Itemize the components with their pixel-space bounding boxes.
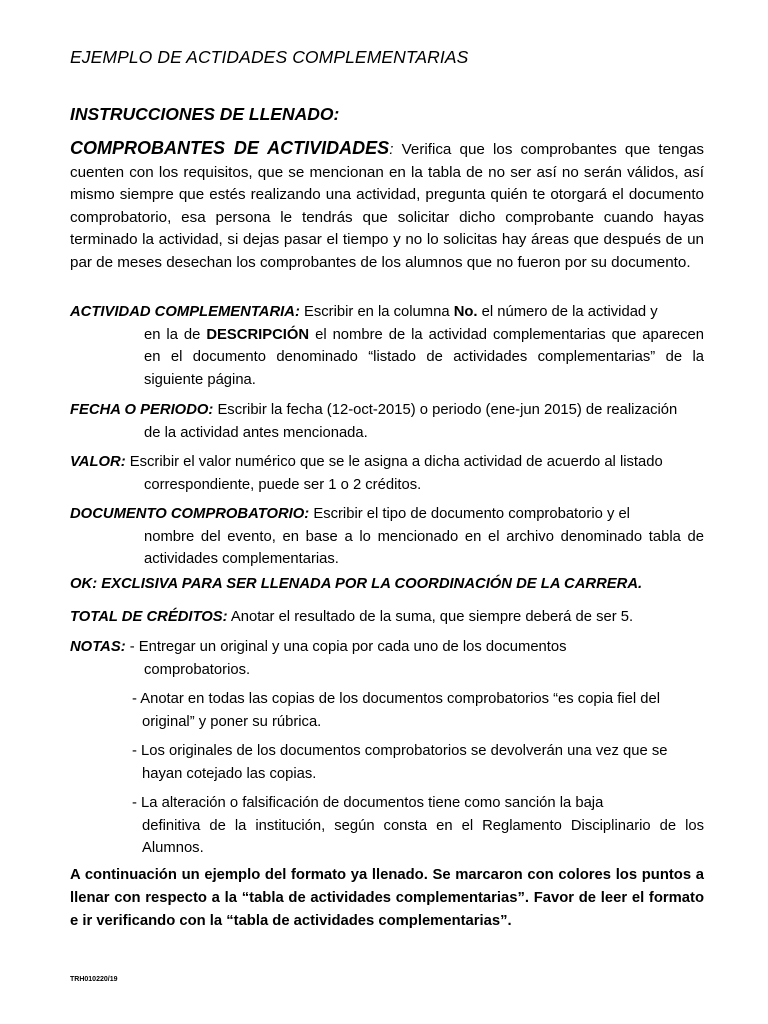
actividad-rest — [70, 324, 704, 392]
actividad-rest-a: en la de — [144, 326, 207, 343]
notas-label: NOTAS: — [70, 639, 126, 655]
fecha-rest: de la actividad antes mencionada. — [144, 424, 368, 441]
nota-item-rest: original” y poner su rúbrica. — [142, 713, 322, 730]
total-text: Anotar el resultado de la suma, que siempre deberá de ser 5. — [227, 609, 634, 625]
ok-line: OK: EXCLISIVA PARA SER LLENADA POR LA COORDINACIÓN DE LA CARRERA. — [70, 576, 643, 592]
comprobantes-label: COMPROBANTES DE ACTIVIDADES — [70, 138, 390, 158]
notas-first-line — [70, 636, 704, 659]
nota-item-first: - La alteración o falsificación de documentos tiene como sanción la baja — [132, 795, 604, 811]
valor-rest: correspondiente, puede ser 1 o 2 créditos. — [144, 476, 422, 493]
comprobantes-paragraph — [70, 137, 704, 274]
nota-item-rest: hayan cotejado las copias. — [142, 765, 317, 782]
nota-item-rest: definitiva de la institución, según consta en el Reglamento Disciplinario de los Alumnos. — [142, 817, 704, 856]
documento-rest: nombre del evento, en base a lo mencionado en el archivo denominado tabla de actividades complementarias. — [144, 528, 704, 567]
footer-code: TRH010220/19 — [70, 976, 118, 983]
valor-entry — [70, 451, 704, 496]
valor-first-line — [70, 451, 704, 474]
total-label: TOTAL DE CRÉDITOS: — [70, 609, 228, 625]
notas-rest: comprobatorios. — [144, 661, 251, 678]
instructions-heading: INSTRUCCIONES DE LLENADO: — [70, 104, 340, 124]
actividad-entry — [70, 301, 704, 391]
total-entry — [70, 606, 704, 629]
valor-line1: Escribir el valor numérico que se le asigna a dicha actividad de acuerdo al listado — [125, 454, 663, 470]
comprobantes-colon: : — [389, 141, 394, 158]
fecha-label: FECHA O PERIODO: — [70, 402, 214, 418]
documento-label: DOCUMENTO COMPROBATORIO: — [70, 506, 310, 522]
actividad-label: ACTIVIDAD COMPLEMENTARIA: — [70, 304, 300, 320]
documento-line1: Escribir el tipo de documento comprobatorio y el — [309, 506, 630, 522]
documento-first-line — [70, 503, 704, 526]
fecha-first-line — [70, 399, 704, 422]
actividad-rest-b: el nombre de la actividad complementarias que aparecen en el documento denominado “listado de actividades complementarias” de la siguiente página. — [144, 326, 704, 388]
actividad-no: No. — [453, 304, 478, 320]
conclusion-paragraph: A continuación un ejemplo del formato ya llenado. Se marcaron con colores los puntos a llenar con respecto a la “tabla de actividades complementarias”. Favor de leer el formato e ir verificando con la “tabla de actividades complementarias”. — [70, 867, 704, 929]
nota-item — [132, 688, 704, 733]
fecha-line1: Escribir la fecha (12-oct-2015) o periodo (ene-jun 2015) de realización — [213, 402, 678, 418]
actividad-line1-b: el número de la actividad y — [477, 304, 658, 320]
notas-entry — [70, 636, 704, 681]
notas-line1: - Entregar un original y una copia por cada uno de los documentos — [125, 639, 567, 655]
total-line — [70, 606, 704, 629]
nota-item — [132, 792, 704, 860]
documento-entry — [70, 503, 704, 571]
actividad-first-line — [70, 301, 704, 324]
nota-item-first: - Anotar en todas las copias de los documentos comprobatorios “es copia fiel del — [132, 691, 661, 707]
actividad-descripcion: DESCRIPCIÓN — [206, 326, 310, 343]
nota-item — [132, 740, 704, 785]
actividad-line1-a: Escribir en la columna — [299, 304, 454, 320]
nota-item-first: - Los originales de los documentos comprobatorios se devolverán una vez que se — [132, 743, 668, 759]
document-title: EJEMPLO DE ACTIDADES COMPLEMENTARIAS — [70, 47, 469, 67]
fecha-entry — [70, 399, 704, 444]
comprobantes-text: Verifica que los comprobantes que tengas cuenten con los requisitos, que se mencionan en la tabla de no ser así no serán válidos, así mismo siempre que estés realizando una actividad, pregunta quién te otorgará el documento comprobatorio, esa persona le tendrás que solicitar dicho comprobante cuando hayas terminado la actividad, si dejas pasar el tiempo y no lo solicitas hay áreas que después de un par de meses desechan los comprobantes de los alumnos que no fueron por su documento. — [70, 141, 705, 271]
valor-label: VALOR: — [70, 454, 126, 470]
